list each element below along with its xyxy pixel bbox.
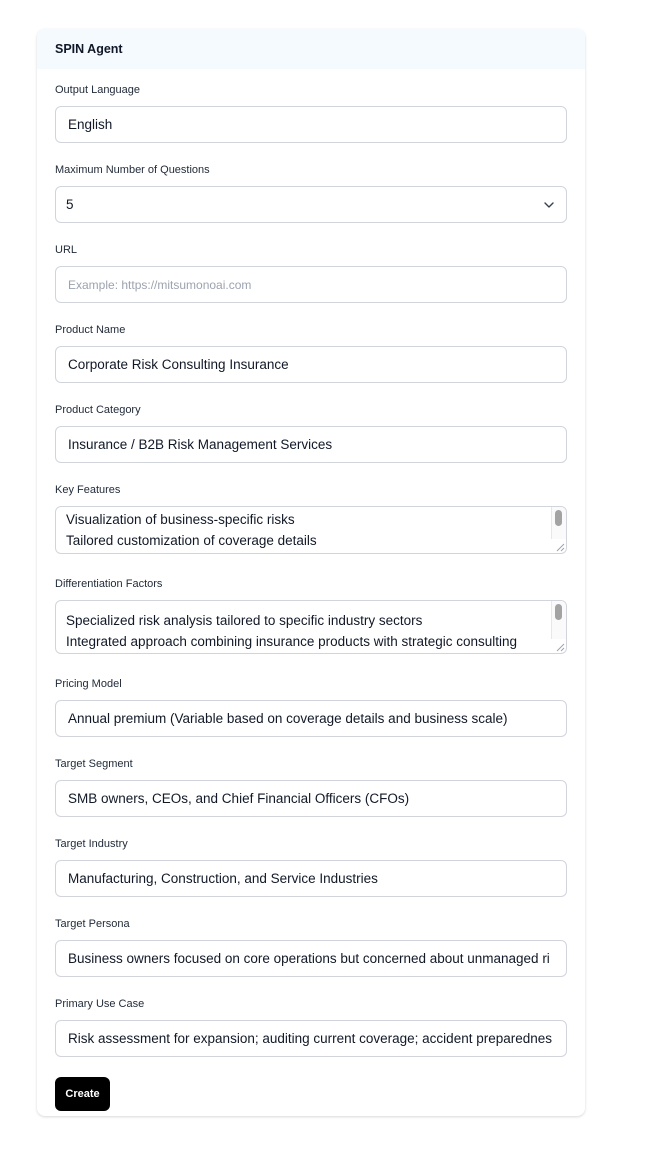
key-features-line: Visualization of business-specific risks xyxy=(66,512,295,527)
output-language-field xyxy=(55,82,567,132)
scrollbar-thumb[interactable] xyxy=(555,510,562,526)
create-button[interactable]: Create xyxy=(55,1077,110,1111)
primary-use-case-input[interactable]: Risk assessment for expansion; auditing current coverage; accident preparednes xyxy=(55,1020,567,1057)
differentiation-factors-line: Integrated approach combining insurance products with strategic consulting xyxy=(66,634,518,649)
target-industry-label: Target Industry xyxy=(55,838,128,850)
product-name-input[interactable]: Corporate Risk Consulting Insurance xyxy=(55,346,567,383)
target-persona-field xyxy=(55,916,567,966)
target-industry-field xyxy=(55,836,567,886)
resize-grip-icon[interactable] xyxy=(552,539,566,553)
primary-use-case-label: Primary Use Case xyxy=(55,998,145,1010)
target-persona-label: Target Persona xyxy=(55,918,130,930)
output-language-label: Output Language xyxy=(55,84,141,96)
output-language-input[interactable]: English xyxy=(55,106,567,143)
pricing-model-label: Pricing Model xyxy=(55,678,122,690)
key-features-textarea[interactable] xyxy=(55,506,567,554)
url-input[interactable]: Example: https://mitsumonoai.com xyxy=(55,266,567,303)
scrollbar-thumb[interactable] xyxy=(555,604,562,620)
max-questions-value: 5 xyxy=(66,197,74,212)
textarea-scrollbar[interactable] xyxy=(551,507,566,539)
differentiation-factors-line: Specialized risk analysis tailored to specific industry sectors xyxy=(66,613,423,628)
key-features-line: Tailored customization of coverage details xyxy=(66,533,317,548)
primary-use-case-field xyxy=(55,996,567,1046)
product-category-label: Product Category xyxy=(55,404,141,416)
target-segment-label: Target Segment xyxy=(55,758,133,770)
chevron-down-icon xyxy=(542,198,556,212)
key-features-label: Key Features xyxy=(55,484,121,496)
max-questions-field xyxy=(55,162,567,212)
textarea-scrollbar[interactable] xyxy=(551,601,566,639)
url-field xyxy=(55,242,567,292)
product-name-field xyxy=(55,322,567,372)
target-persona-input[interactable]: Business owners focused on core operations but concerned about unmanaged ri xyxy=(55,940,567,977)
max-questions-label: Maximum Number of Questions xyxy=(55,164,210,176)
resize-grip-icon[interactable] xyxy=(552,639,566,653)
spin-agent-card xyxy=(37,29,585,1116)
max-questions-select[interactable] xyxy=(55,186,567,223)
key-features-field xyxy=(55,482,567,548)
product-category-input[interactable]: Insurance / B2B Risk Management Services xyxy=(55,426,567,463)
pricing-model-field xyxy=(55,676,567,726)
product-name-label: Product Name xyxy=(55,324,126,336)
target-segment-field xyxy=(55,756,567,806)
pricing-model-input[interactable]: Annual premium (Variable based on coverage details and business scale) xyxy=(55,700,567,737)
differentiation-factors-textarea[interactable] xyxy=(55,600,567,654)
url-label: URL xyxy=(55,244,78,256)
differentiation-factors-label: Differentiation Factors xyxy=(55,578,163,590)
differentiation-factors-field xyxy=(55,576,567,649)
product-category-field xyxy=(55,402,567,452)
target-segment-input[interactable]: SMB owners, CEOs, and Chief Financial Officers (CFOs) xyxy=(55,780,567,817)
card-title: SPIN Agent xyxy=(37,29,585,69)
target-industry-input[interactable]: Manufacturing, Construction, and Service Industries xyxy=(55,860,567,897)
